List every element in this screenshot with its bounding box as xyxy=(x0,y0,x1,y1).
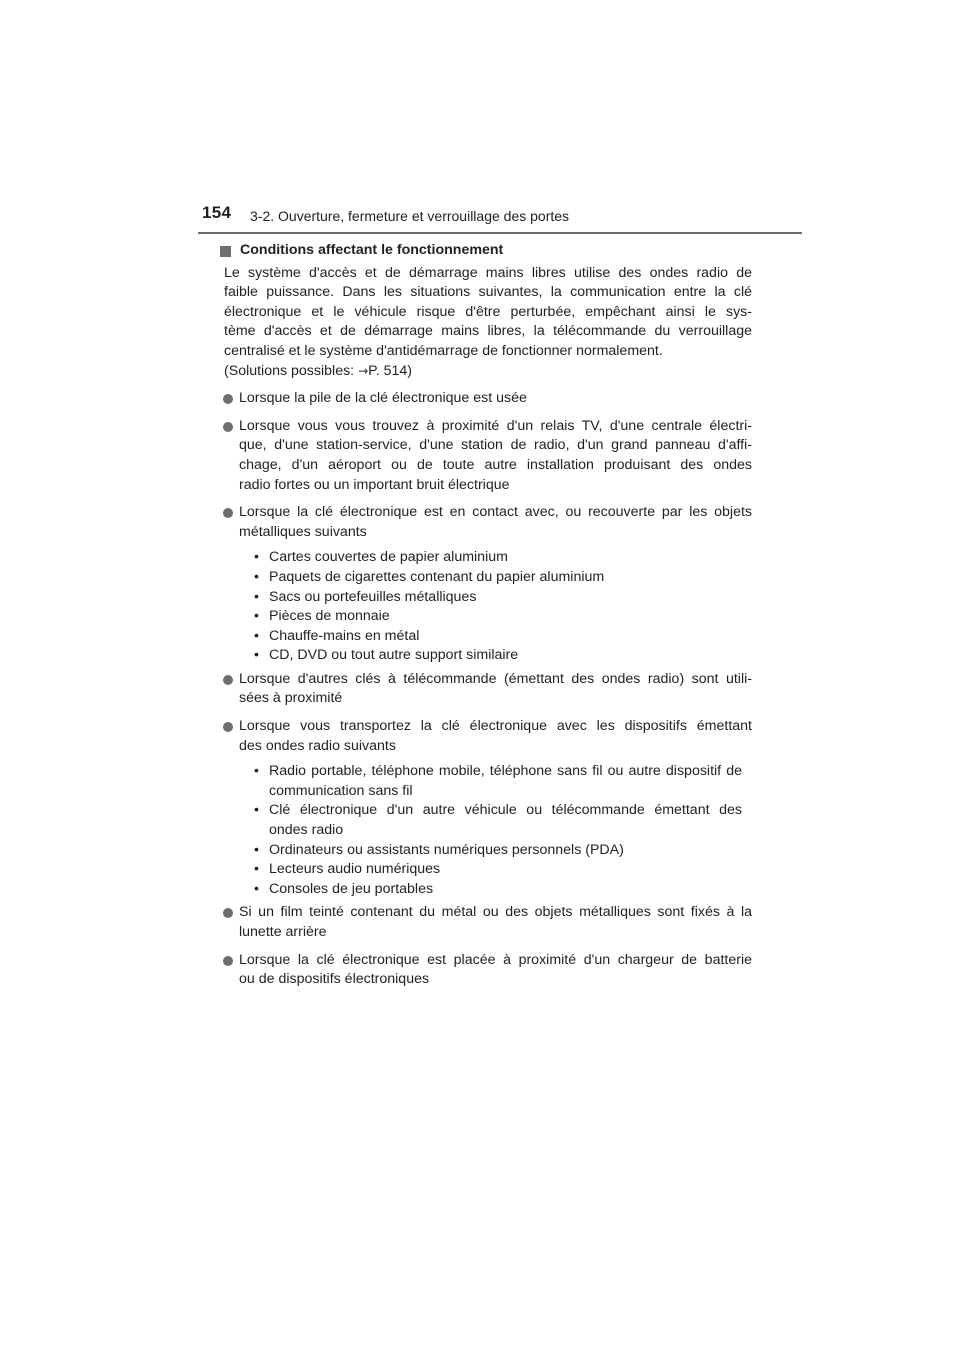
small-dot-icon: • xyxy=(254,549,259,566)
round-bullet-icon xyxy=(223,956,233,966)
sub-list-item xyxy=(239,801,752,840)
sub-list-line: CD, DVD ou tout autre support similaire xyxy=(269,647,519,664)
bullet-line: Lorsque d'autres clés à télécommande (émettant des ondes radio) sont utili- xyxy=(239,670,752,687)
bullet-line: Lorsque vous vous trouvez à proximité d'un relais TV, d'une centrale électri- xyxy=(239,417,752,434)
square-bullet-icon xyxy=(220,246,231,257)
content xyxy=(222,241,752,990)
bullet-line: Si un film teinté contenant du métal ou des objets métalliques sont fixés à la xyxy=(239,904,752,921)
intro-line: électronique et le véhicule risque d'être perturbée, empêchant ainsi le sys- xyxy=(224,303,752,320)
intro-line: centralisé et le système d'antidémarrage de fonctionner normalement. xyxy=(224,342,663,359)
bullet-line: chage, d'un aéroport ou de toute autre installation produisant des ondes xyxy=(239,456,752,473)
header-rule xyxy=(198,232,802,234)
arrow-right-icon: → xyxy=(358,363,369,378)
sub-list-item xyxy=(239,880,752,900)
sub-list-line: Chauffe-mains en métal xyxy=(269,627,420,644)
round-bullet-icon xyxy=(223,908,233,918)
sub-list-line: Ordinateurs ou assistants numériques personnels (PDA) xyxy=(269,841,624,858)
sub-list-item xyxy=(239,588,752,608)
intro-paragraph xyxy=(222,264,752,382)
bullet-list xyxy=(222,389,752,990)
heading xyxy=(222,241,752,261)
bullet-line: métalliques suivants xyxy=(239,523,367,540)
small-dot-icon: • xyxy=(254,627,259,644)
page-reference-link[interactable]: P. 514) xyxy=(368,362,413,379)
bullet-item xyxy=(222,503,752,666)
small-dot-icon: • xyxy=(254,568,259,585)
bullet-line: des ondes radio suivants xyxy=(239,737,396,754)
sub-list xyxy=(239,762,752,899)
round-bullet-icon xyxy=(223,722,233,732)
bullet-line: radio fortes ou un important bruit électrique xyxy=(239,476,510,493)
sub-list xyxy=(239,548,752,666)
sub-list-line: ondes radio xyxy=(269,822,344,839)
sub-list-item xyxy=(239,646,752,666)
sub-list-item xyxy=(239,607,752,627)
bullet-item xyxy=(222,717,752,899)
sub-list-line: Lecteurs audio numériques xyxy=(269,861,441,878)
sub-list-item xyxy=(239,568,752,588)
bullet-line: Lorsque la pile de la clé électronique est usée xyxy=(239,390,527,407)
small-dot-icon: • xyxy=(254,647,259,664)
heading-text: Conditions affectant le fonctionnement xyxy=(240,242,504,258)
bullet-line: Lorsque la clé électronique est en contact avec, ou recouverte par les objets xyxy=(239,504,752,521)
sub-list-item xyxy=(239,860,752,880)
bullet-line: lunette arrière xyxy=(239,924,327,940)
sub-list-line: Radio portable, téléphone mobile, téléphone sans fil ou autre dispositif de xyxy=(269,763,742,780)
sub-list-line: Pièces de monnaie xyxy=(269,608,390,625)
solutions-reference xyxy=(224,362,752,382)
sub-list-line: communication sans fil xyxy=(269,782,413,799)
bullet-line: Lorsque vous transportez la clé électronique avec les dispositifs émettant xyxy=(239,718,752,735)
sub-list-line: Clé électronique d'un autre véhicule ou télécommande émettant des xyxy=(269,802,742,819)
bullet-item xyxy=(222,951,752,990)
sub-list-line: Consoles de jeu portables xyxy=(269,880,434,897)
small-dot-icon: • xyxy=(254,608,259,625)
round-bullet-icon xyxy=(223,422,233,432)
sub-list-item xyxy=(239,762,752,801)
bullet-item xyxy=(222,417,752,495)
small-dot-icon: • xyxy=(254,588,259,605)
bullet-line: sées à proximité xyxy=(239,690,343,707)
small-dot-icon: • xyxy=(254,763,259,780)
sub-list-line: Sacs ou portefeuilles métalliques xyxy=(269,588,477,605)
bullet-item xyxy=(222,670,752,709)
bullet-line: que, d'une station-service, d'une station de radio, d'un grand panneau d'affi- xyxy=(239,437,752,454)
small-dot-icon: • xyxy=(254,802,259,819)
small-dot-icon: • xyxy=(254,880,259,897)
solutions-prefix: (Solutions possibles: xyxy=(224,362,359,379)
small-dot-icon: • xyxy=(254,861,259,878)
intro-line: tème d'accès et de démarrage mains libres, la télécommande du verrouillage xyxy=(224,323,752,340)
bullet-line: ou de dispositifs électroniques xyxy=(239,971,430,988)
sub-list-item xyxy=(239,627,752,647)
intro-line: faible puissance. Dans les situations suivantes, la communication entre la clé xyxy=(224,284,752,301)
sub-list-line: Paquets de cigarettes contenant du papier aluminium xyxy=(269,568,605,585)
sub-list-line: Cartes couvertes de papier aluminium xyxy=(269,549,508,566)
round-bullet-icon xyxy=(223,394,233,404)
round-bullet-icon xyxy=(223,675,233,685)
bullet-item xyxy=(222,389,752,409)
round-bullet-icon xyxy=(223,508,233,518)
sub-list-item xyxy=(239,548,752,568)
bullet-item xyxy=(222,903,752,942)
bullet-line: Lorsque la clé électronique est placée à proximité d'un chargeur de batterie xyxy=(239,951,752,968)
section-title: 3-2. Ouverture, fermeture et verrouillage des portes xyxy=(250,208,570,224)
page-number: 154 xyxy=(202,203,232,222)
small-dot-icon: • xyxy=(254,841,259,858)
sub-list-item xyxy=(239,841,752,861)
intro-line: Le système d'accès et de démarrage mains libres utilise des ondes radio de xyxy=(224,264,752,281)
